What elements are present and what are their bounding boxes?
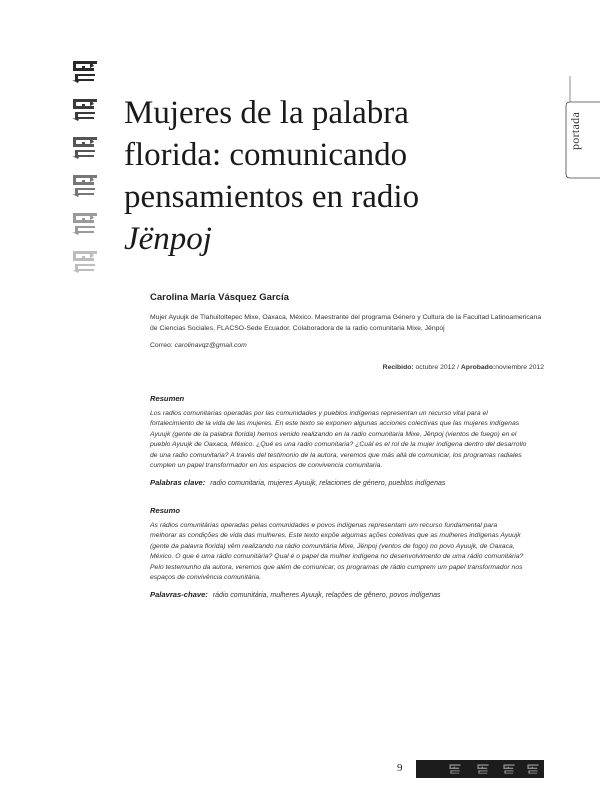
abstract-body — [150, 409, 544, 471]
glyph-icon — [70, 208, 100, 238]
abstract-heading: Resumo — [150, 506, 180, 515]
abstract-line: Los radios comunitarias operadas por las comunidades y pueblos indígenas representan un recurso vital para el — [150, 410, 488, 417]
glyph-icon — [70, 132, 100, 162]
glyph-icon — [526, 762, 540, 776]
page-number: 9 — [397, 762, 403, 774]
abstract-line: fortalecimiento de la vida de las mujeres. En este texto se exponen algunas acciones colectivas que las mujeres indígenas — [150, 420, 520, 428]
article-title — [124, 92, 534, 260]
glyph-icon — [502, 762, 516, 776]
abstract-portuguese — [150, 506, 544, 599]
keywords-label: Palavras-chave: — [150, 590, 208, 600]
keywords-label: Palabras clave: — [150, 478, 206, 488]
received-label: Recibido: — [382, 364, 414, 371]
footer-bar — [416, 760, 544, 778]
author-block — [150, 292, 550, 349]
abstract-line: espaços de convivência comunitária. — [150, 574, 262, 582]
side-tab-label: portada — [568, 111, 582, 150]
submission-dates — [383, 364, 544, 371]
abstract-line: cumplen un papel transformador en los espacios de convivencia comunitaria. — [150, 462, 383, 470]
abstract-spanish — [150, 394, 544, 487]
abstract-line: Pelo testemunho da autora, veremos que além de comunicar, os programas de rádio cumprem um papel transformador nos — [150, 563, 523, 571]
glyph-icon — [448, 762, 462, 776]
abstract-line: Ayuujk (gente de la palabra florida) hemos venido realizando en la radio comunitaria Mixe, Jënpoj (vientos de fuego) en el — [150, 430, 517, 438]
email-address[interactable]: carolinavqz@gmail.com — [174, 342, 247, 349]
decorative-glyph-column — [70, 56, 104, 284]
title-line: Mujeres de la palabra — [124, 95, 409, 131]
glyph-icon — [70, 170, 100, 200]
email-label: Correo: — [150, 342, 173, 349]
keywords-text: radio comunitaria, mujeres Ayuujk, relaciones de género, pueblos indígenas — [210, 480, 446, 488]
author-email — [150, 342, 550, 349]
glyph-icon — [70, 56, 100, 86]
glyph-icon — [70, 94, 100, 124]
abstract-line: (gente da palavra florida) vêm realizando na rádio comunitária Mixe, Jënpoj (ventos de fogo) no povo Ayuujk, de Oaxaca, — [150, 542, 515, 550]
abstract-line: de una radio comunitaria? A través del testimonio de la autora, veremos que más allá de comunicar, los programas radiales — [150, 451, 522, 459]
keywords — [150, 478, 544, 487]
received-date: octubre 2012 — [415, 364, 456, 371]
title-line: florida: comunicando — [124, 137, 408, 173]
abstract-body — [150, 521, 544, 583]
author-name: Carolina María Vásquez García — [150, 292, 289, 303]
title-line-italic: Jënpoj — [124, 221, 212, 257]
abstract-line: melhorar as condições de vida das mulheres. Este texto expõe algumas ações coletivas que as mulheres indígenas Ayuujk — [150, 532, 521, 540]
keywords — [150, 590, 544, 599]
abstract-heading: Resumen — [150, 394, 185, 403]
approved-date: noviembre 2012 — [495, 364, 544, 371]
abstract-line: México. O que é uma rádio comunitária? Qual é o papel da mulher indígena no desenvolvimento de uma rádio comunitária? — [150, 553, 524, 561]
dates-separator: / — [457, 364, 459, 371]
title-line: pensamientos en radio — [124, 179, 420, 215]
glyph-icon — [476, 762, 490, 776]
glyph-icon — [70, 246, 100, 276]
keywords-text: rádio comunitária, mulheres Ayuujk, relações de gênero, povos indígenas — [212, 592, 441, 600]
approved-label: Aprobado: — [460, 364, 496, 371]
abstract-line: As rádios comunitárias operadas pelas comunidades e povos indígenas representam um recurso fundamental para — [150, 522, 498, 529]
abstract-line: pueblo Ayuujk de Oaxaca, México. ¿Qué es una radio comunitaria? ¿Cuál es el rol de la mujer indígena dentro del desarrollo — [150, 441, 527, 449]
author-bio: Mujer Ayuujk de Tlahuitoltepec Mixe, Oaxaca, México. Maestrante del programa Género y Cultura de la Facultad Latinoamericana de Ciencias Sociales, FLACSO-Sede Ecuador. Colaboradora de la radio comunitaria Mixe, Jënpoj — [150, 314, 542, 332]
